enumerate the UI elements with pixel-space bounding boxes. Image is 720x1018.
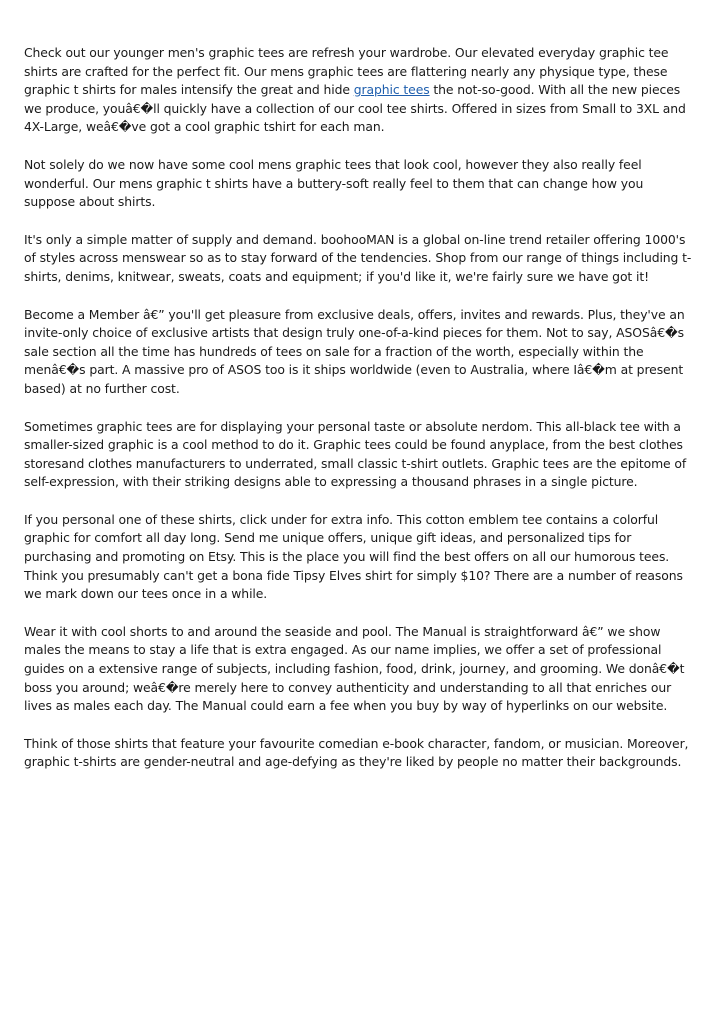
graphic-tees-link[interactable]: graphic tees bbox=[353, 82, 430, 98]
paragraph-8: Think of those shirts that feature your favourite comedian e-book character, fandom, or musician. Moreover, graphic t-shirts are gender-neutral and age-defying as they're liked by people no matter their backgrounds. bbox=[24, 735, 689, 770]
paragraph-1-text-end: the not-so-good. With all the new pieces we produce, youâ€�ll quickly have a collection of our cool tee shirts. Offered in sizes from Small to 3XL and 4X-Large, weâ€�ve got a cool graphic tshirt for each man. bbox=[24, 82, 686, 135]
paragraph-4: Become a Member â€” you'll get pleasure from exclusive deals, offers, invites and rewards. Plus, they've an invite-only choice of exclusive artists that design truly one-of-a-kind pieces for them. Not to say, ASOSâ€�s sale section all the time has hundreds of tees on sale for a fraction of the worth, especially within the menâ€�s part. A massive pro of ASOS too is it ships worldwide (even to Australia, where Iâ€�m at present based) at no further cost. bbox=[24, 306, 685, 396]
paragraph-6: If you personal one of these shirts, click under for extra info. This cotton emblem tee contains a colorful graphic for comfort all day long. Send me unique offers, unique gift ideas, and personalized tips for purchasing and promoting on Etsy. This is the place you will find the best offers on all our humorous tees. Think you presumably can't get a bona fide Tipsy Elves shirt for simply $10? There are a number of reasons we mark down our tees once in a while. bbox=[24, 511, 683, 602]
paragraph-3: It's only a simple matter of supply and demand. boohooMAN is a global on-line trend retailer offering 1000's of styles across menswear so as to stay forward of the tendencies. Shop from our range of things including t-shirts, denims, knitwear, sweats, coats and equipment; if you'd like it, we're fairly sure we have got it! bbox=[24, 231, 692, 284]
paragraph-5: Sometimes graphic tees are for displaying your personal taste or absolute nerdom. This all-black tee with a smaller-sized graphic is a cool method to do it. Graphic tees could be found anyplace, from the best clothes storesand clothes manufacturers to underrated, small classic t-shirt outlets. Graphic tees are the epitome of self-expression, with their striking designs able to expressing a thousand phrases in a single picture. bbox=[24, 418, 687, 490]
paragraph-1 bbox=[24, 44, 696, 137]
paragraph-2: Not solely do we now have some cool mens graphic tees that look cool, however they also really feel wonderful. Our mens graphic t shirts have a buttery-soft really feel to them that can change how you suppose about shirts. bbox=[24, 156, 644, 210]
paragraph-7: Wear it with cool shorts to and around the seaside and pool. The Manual is straightforward â€” we show males the means to stay a life that is extra engaged. As our name implies, we offer a set of professional guides on a extensive range of subjects, including fashion, food, drink, journey, and grooming. We donâ€�t boss you around; weâ€�re merely here to convey authenticity and understanding to all that enriches our lives as males each day. The Manual could earn a fee when you buy by way of hyperlinks on our website. bbox=[24, 623, 685, 714]
paragraph-1-text-start: Check out our younger men's graphic tees are refresh your wardrobe. Our elevated everyday graphic tee shirts are crafted for the perfect fit. Our mens graphic tees are flattering nearly any physique type, these graphic t shirts for males intensify the great and hide bbox=[24, 45, 669, 98]
